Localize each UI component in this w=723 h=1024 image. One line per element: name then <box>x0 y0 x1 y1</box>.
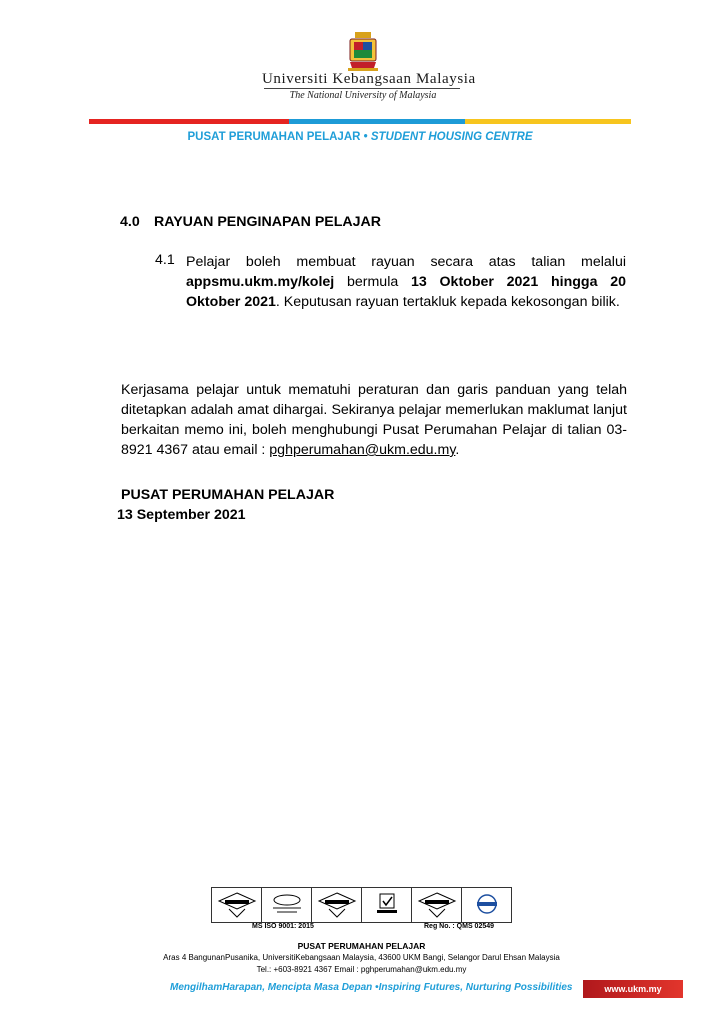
university-name: Universiti Kebangsaan Malaysia <box>262 71 476 87</box>
ukas-mark <box>362 888 412 922</box>
signature-org: PUSAT PERUMAHAN PELAJAR <box>121 487 335 503</box>
quality-system-mark-3 <box>312 888 362 922</box>
certification-box <box>211 887 512 923</box>
email-link[interactable]: pghperumahan@ukm.edu.my <box>269 442 456 458</box>
band-red <box>89 119 289 124</box>
section-title: RAYUAN PENGINAPAN PELAJAR <box>154 214 382 230</box>
footer-tagline: MengilhamHarapan, Mencipta Masa Depan •Inspiring Futures, Nurturing Possibilities <box>170 982 573 993</box>
appeal-date-range: 13 Oktober 2021 hingga 20 Oktober 2021 <box>186 274 626 310</box>
university-english-name: The National University of Malaysia <box>289 90 437 101</box>
ukm-crest-logo <box>346 32 380 72</box>
signature-date: 13 September 2021 <box>117 507 246 523</box>
footer-contact: Tel.: +603-8921 4367 Email : pghperumahan@ukm.edu.my <box>256 965 467 974</box>
closing-paragraph: Kerjasama pelajar untuk mematuhi peraturan dan garis panduan yang telah ditetapkan adalah amat dihargai. Sekiranya pelajar memerlukan maklumat lanjut berkaitan memo ini, boleh menghubungi Pusat Perumahan Pelajar di talian 03-8921 4367 atau email : pghperumahan@ukm.edu.my. <box>121 382 627 458</box>
section-number: 4.0 <box>120 214 140 230</box>
iso-standard-label: MS ISO 9001: 2015 <box>252 923 314 930</box>
quality-system-mark-5 <box>412 888 462 922</box>
item-number: 4.1 <box>155 252 175 268</box>
footer-address: Aras 4 BangunanPusanika, UniversitiKebangsaan Malaysia, 43600 UKM Bangi, Selangor Darul Ehsan Malaysia <box>163 953 560 962</box>
website-badge[interactable]: www.ukm.my <box>583 980 683 998</box>
band-yellow <box>465 119 631 124</box>
certification-mark-2 <box>262 888 312 922</box>
iqnet-mark <box>462 888 511 922</box>
item-paragraph: Pelajar boleh membuat rayuan secara atas talian melalui appsmu.ukm.my/kolej bermula 13 Oktober 2021 hingga 20 Oktober 2021. Keputusan rayuan tertakluk kepada kekosongan bilik. <box>186 254 626 310</box>
color-band <box>89 119 631 124</box>
header-rule <box>264 88 460 89</box>
registration-number: Reg No. : QMS 02549 <box>424 923 495 930</box>
application-link[interactable]: appsmu.ukm.my/kolej <box>186 274 335 290</box>
footer-org: PUSAT PERUMAHAN PELAJAR <box>297 941 426 951</box>
band-blue <box>289 119 465 124</box>
centre-title: PUSAT PERUMAHAN PELAJAR • STUDENT HOUSING CENTRE <box>187 131 533 143</box>
quality-system-mark-1 <box>212 888 262 922</box>
